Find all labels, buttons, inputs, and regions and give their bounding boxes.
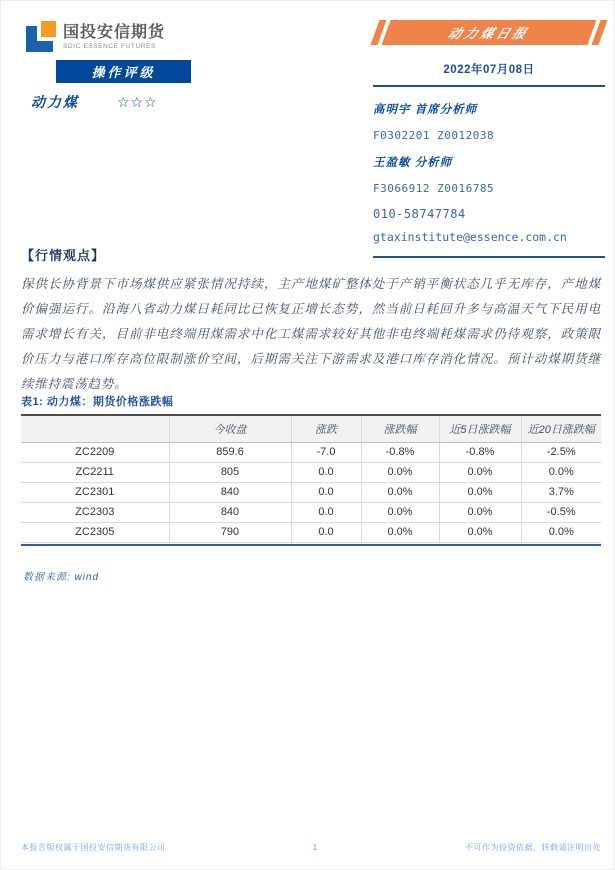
product-rating-row [31,92,158,112]
rating-badge: 操作评级 [56,60,191,83]
table-cell: 859.6 [169,442,291,462]
table-row [21,442,601,462]
contract-code-cell: ZC2301 [21,482,169,502]
table-header-cell: 涨跌幅 [361,415,439,442]
table-cell: 0.0% [361,462,439,482]
phone-number: 010-58747784 [373,207,466,221]
email-link[interactable]: gtaxinstitute@essence.com.cn [373,230,567,244]
table-cell: -0.8% [361,442,439,462]
analyst-contact-block [373,87,605,258]
table-cell: 0.0% [439,482,521,502]
company-logo-icon [26,21,56,52]
table-row [21,462,601,482]
company-name: 国投安信期货 [63,23,166,41]
table-cell: 0.0% [521,462,601,482]
table-row [21,502,601,522]
analyst-codes: F3066912 Z0016785 [373,182,495,195]
data-source: 数据来源: wind [23,572,100,583]
report-header-column [373,20,605,258]
rating-stars: ☆☆☆ [117,93,158,110]
analyst-name: 高明宇 首席分析师 [373,104,478,116]
viewpoint-body: 保供长协背景下市场煤供应紧张情况持续，主产地煤矿整体处于产销平衡状态几乎无库存，产地煤价偏强运行。沿海八省动力煤日耗同比已恢复正增长态势，然当前日耗回升多与高温天气下民用电需求增长有关，目前非电终端用煤需求中化工煤需求较好其他非电终端耗煤需求仍待观察，政策限价压力与港口库存高位限制涨价空间，后期需关注下游需求及港口库存消化情况。预计动煤期货继续维持震荡趋势。 [21,277,601,391]
analyst-codes: F0302201 Z0012038 [373,129,495,142]
table-header-cell: 今收盘 [169,415,291,442]
table-row [21,482,601,502]
table-cell: 0.0 [291,502,361,522]
table-cell: 0.0% [521,522,601,542]
futures-price-table [21,414,601,543]
logo-orange-shape [41,21,56,37]
table-cell: 0.0% [439,462,521,482]
table-cell: 0.0 [291,522,361,542]
product-name: 动力煤 [31,94,79,110]
analyst-name: 王盈敏 分析师 [373,157,453,169]
report-date: 2022年07月08日 [443,64,535,76]
table-cell: 0.0% [361,482,439,502]
footer-disclaimer: 不可作为投资依据，转载请注明出处 [464,843,601,852]
report-title-banner [373,20,605,45]
table-cell: 0.0 [291,482,361,502]
table-cell: 805 [169,462,291,482]
table-row [21,522,601,542]
table-bottom-rule [21,544,601,546]
table-header-cell: 涨跌 [291,415,361,442]
futures-table-wrap [21,414,601,546]
table-cell: 0.0% [439,502,521,522]
footer-copyright: 本报告版权属于国投安信期货有限公司 [21,843,166,852]
contract-code-cell: ZC2303 [21,502,169,522]
table-cell: 0.0% [361,522,439,542]
company-subtitle: SDIC ESSENCE FUTURES [63,42,156,50]
contract-code-cell: ZC2211 [21,462,169,482]
table-cell: 3.7% [521,482,601,502]
company-logo [26,21,165,52]
table-cell: 840 [169,502,291,522]
table-cell: 790 [169,522,291,542]
page-number: 1 [312,842,318,852]
table-cell: -7.0 [291,442,361,462]
table-cell: -0.5% [521,502,601,522]
contract-code-cell: ZC2209 [21,442,169,462]
table-cell: 0.0% [439,522,521,542]
report-title: 动力煤日报 [445,26,532,41]
banner-main [381,20,596,45]
contract-code-cell: ZC2305 [21,522,169,542]
company-name-block [63,24,165,50]
report-date-row [373,54,605,87]
table-header-row [21,415,601,442]
table-cell: -0.8% [439,442,521,462]
viewpoint-heading: 【行情观点】 [21,248,106,263]
table-header-cell [21,415,169,442]
table-cell: 840 [169,482,291,502]
table-cell: 0.0% [361,502,439,522]
page-footer [21,842,601,853]
logo-blue-shape [26,41,53,52]
table-cell: 0.0 [291,462,361,482]
table-header-cell: 近20日涨跌幅 [521,415,601,442]
table-header-cell: 近5日涨跌幅 [439,415,521,442]
table-caption: 表1: 动力煤：期货价格涨跌幅 [21,396,174,408]
table-cell: -2.5% [521,442,601,462]
